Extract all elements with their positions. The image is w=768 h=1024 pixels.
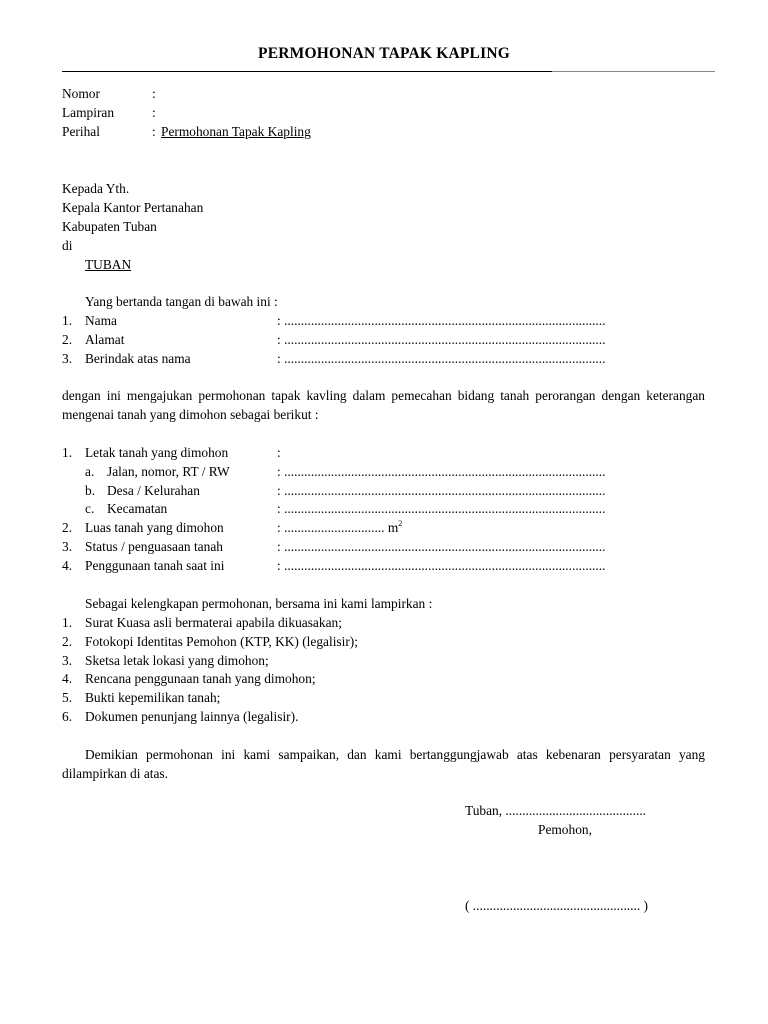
attachment-item-2: Fotokopi Identitas Pemohon (KTP, KK) (legalisir); [85,634,358,649]
field-label-nomor: Nomor [62,86,100,101]
area-unit-superscript: 2 [398,518,403,528]
title-rule-end [552,71,715,72]
attachment-item-3: Sketsa letak lokasi yang dimohon; [85,653,269,668]
applicant-label-alamat: Alamat [85,332,125,347]
recipient-line2: Kepala Kantor Pertanahan [62,200,204,215]
land-num-1: 1. [62,445,73,460]
signature-role: Pemohon, [538,822,592,837]
attachment-item-6: Dokumen penunjang lainnya (legalisir). [85,709,299,724]
applicant-value-nama: : ................................................................................................ [277,313,606,328]
field-label-lampiran: Lampiran [62,105,115,120]
attachment-num-5: 5. [62,690,73,705]
applicant-value-alamat: : ................................................................................................ [277,332,606,347]
attachments-intro: Sebagai kelengkapan permohonan, bersama ini kami lampirkan : [85,596,433,611]
recipient-line4: di [62,238,73,253]
recipient-city: TUBAN [85,257,132,272]
field-value-perihal: Permohonan Tapak Kapling [161,124,311,139]
recipient-line3: Kabupaten Tuban [62,219,157,234]
land-value-area: : .............................. $m^2$ [277,518,403,535]
attachment-item-5: Bukti kepemilikan tanah; [85,690,221,705]
land-label-status: Status / penguasaan tanah [85,539,223,554]
attachment-item-4: Rencana penggunaan tanah yang dimohon; [85,671,316,686]
land-sub-num-b: b. [85,483,96,498]
land-sub-value-kecamatan: : ................................................................................................ [277,501,606,516]
signature-place-date: Tuban, .......................................... [465,803,647,818]
applicant-num-2: 2. [62,332,73,347]
attachment-num-3: 3. [62,653,73,668]
attachment-num-2: 2. [62,634,73,649]
field-value-nomor: : [152,86,156,101]
closing-paragraph: Demikian permohonan ini kami sampaikan, dan kami bertanggungjawab atas kebenaran persyaratan yang dilampirkan di atas. [62,747,705,781]
applicant-value-atas-nama: : ................................................................................................ [277,351,606,366]
land-sub-value-desa: : ................................................................................................ [277,483,606,498]
land-num-2: 2. [62,520,73,535]
signature-name-line: ( .................................................. ) [465,898,648,913]
attachment-num-4: 4. [62,671,73,686]
land-value-usage: : ................................................................................................ [277,558,606,573]
land-value-status: : ................................................................................................ [277,539,606,554]
field-value-lampiran: : [152,105,156,120]
land-label-usage: Penggunaan tanah saat ini [85,558,225,573]
field-label-perihal: Perihal [62,124,100,139]
land-sub-label-kecamatan: Kecamatan [107,501,168,516]
applicant-label-nama: Nama [85,313,117,328]
attachment-item-1: Surat Kuasa asli bermaterai apabila dikuasakan; [85,615,342,630]
land-sub-num-a: a. [85,464,95,479]
applicant-label-atas-nama: Berindak atas nama [85,351,191,366]
land-sub-label-desa: Desa / Kelurahan [107,483,200,498]
land-num-4: 4. [62,558,73,573]
document-title: PERMOHONAN TAPAK KAPLING [258,45,510,62]
land-label-location: Letak tanah yang dimohon [85,445,229,460]
applicant-intro: Yang bertanda tangan di bawah ini : [85,294,278,309]
statement-paragraph: dengan ini mengajukan permohonan tapak kavling dalam pemecahan bidang tanah perorangan dengan keterangan mengenai tanah yang dimohon sebagai berikut : [62,388,705,422]
attachment-num-1: 1. [62,615,73,630]
land-num-3: 3. [62,539,73,554]
applicant-num-1: 1. [62,313,73,328]
land-value-location: : [277,445,281,460]
land-sub-label-jalan: Jalan, nomor, RT / RW [107,464,230,479]
recipient-line1: Kepada Yth. [62,181,130,196]
field-colon-perihal: : [152,124,160,139]
applicant-num-3: 3. [62,351,73,366]
land-sub-num-c: c. [85,501,95,516]
land-label-area: Luas tanah yang dimohon [85,520,224,535]
attachment-num-6: 6. [62,709,73,724]
title-rule [62,71,552,72]
land-sub-value-jalan: : ................................................................................................ [277,464,606,479]
